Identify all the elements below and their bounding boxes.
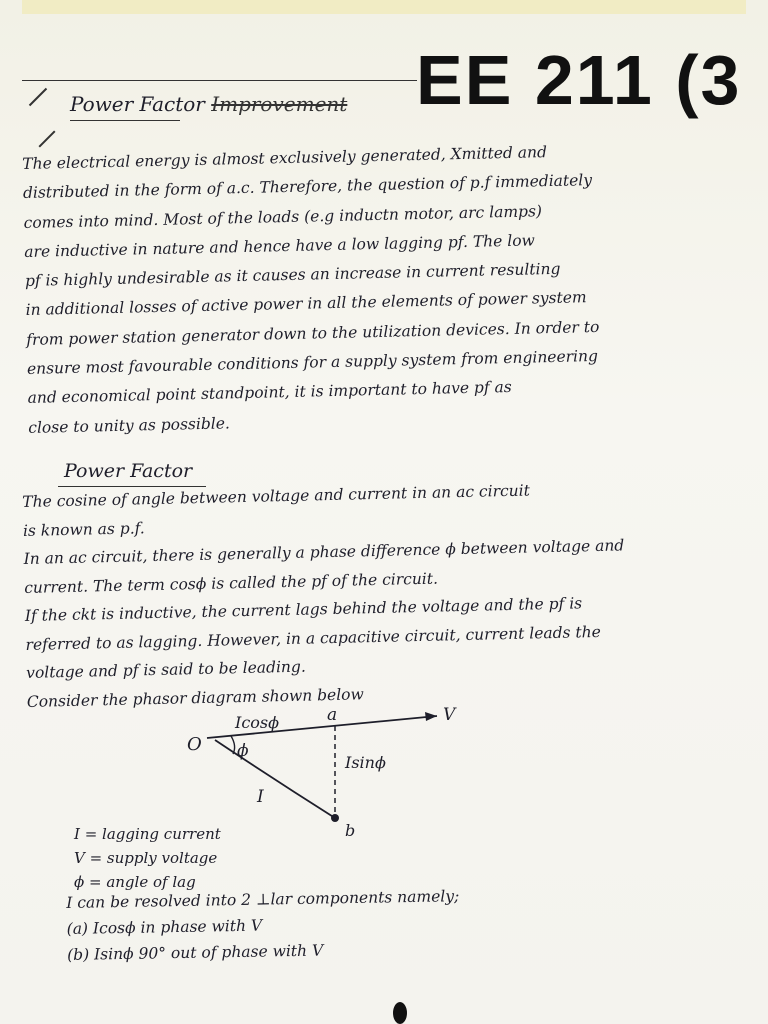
margin-tick [39, 131, 56, 148]
definition-paragraph [22, 471, 757, 716]
paragraph-line: current. The term cosϕ is called the pf of the circuit. [24, 569, 439, 597]
ink-blot [393, 1002, 407, 1024]
paragraph-line: distributed in the form of a.c. Therefore, the question of p.f immediately [22, 171, 593, 203]
phasor-diagram [175, 700, 465, 840]
intro-paragraph [22, 133, 758, 442]
current-label: I [257, 787, 264, 807]
paragraph-line: The cosine of angle between voltage and current in an ac circuit [22, 481, 531, 511]
paragraph-line: from power station generator down to the utilization devices. In order to [26, 317, 600, 349]
in-phase-label: Icosϕ [235, 713, 280, 732]
paragraph-line: If the ckt is inductive, the current lags behind the voltage and the pf is [24, 594, 583, 625]
paragraph-line: pf is highly undesirable as it causes an increase in current resulting [24, 260, 561, 291]
section-title: Power Factor [64, 460, 193, 482]
current-phasor [215, 740, 335, 818]
title-underline [70, 120, 180, 121]
paragraph-line: The electrical energy is almost exclusively generated, Xmitted and [22, 143, 548, 173]
paragraph-line: in additional losses of active power in all the elements of power system [25, 288, 587, 320]
closing-line: (a) Icosϕ in phase with V [66, 916, 263, 938]
quadrature-label: Isinϕ [345, 753, 386, 772]
header-rule [22, 80, 417, 81]
legend-item: I = lagging current [74, 825, 221, 843]
legend-item: V = supply voltage [74, 849, 218, 867]
point-b-dot [331, 814, 339, 822]
origin-label: O [187, 734, 202, 755]
paragraph-line: close to unity as possible. [28, 414, 231, 437]
paragraph-line: Consider the phasor diagram shown below [26, 684, 364, 711]
closing-notes [66, 878, 757, 968]
closing-line: I can be resolved into 2 ⊥lar components namely; [66, 887, 460, 912]
paragraph-line: are inductive in nature and hence have a low lagging pf. The low [24, 231, 536, 261]
paragraph-line: referred to as lagging. However, in a capacitive circuit, current leads the [25, 622, 601, 654]
angle-label: ϕ [237, 741, 249, 761]
page-top-band [22, 0, 746, 14]
course-code: EE 211 (3 [416, 41, 742, 119]
paragraph-line: is known as p.f. [22, 518, 145, 540]
paragraph-line: voltage and pf is said to be leading. [25, 657, 306, 682]
voltage-arrowhead [425, 712, 437, 721]
legend-item: ϕ = angle of lag [74, 873, 196, 891]
page-title [70, 92, 347, 116]
title-text: Power Factor [70, 92, 205, 116]
voltage-label: V [443, 705, 456, 725]
symbol-legend [74, 822, 221, 894]
margin-tick [29, 88, 47, 106]
point-a-label: a [327, 705, 338, 725]
closing-line: (b) Isinϕ 90° out of phase with V [66, 941, 324, 964]
paragraph-line: comes into mind. Most of the loads (e.g inductn motor, arc lamps) [23, 201, 543, 232]
paragraph-line: In an ac circuit, there is generally a phase difference ϕ between voltage and [23, 536, 625, 568]
paragraph-line: and economical point standpoint, it is important to have pf as [27, 378, 512, 408]
title-struck-word: Improvement [211, 92, 348, 116]
paragraph-line: ensure most favourable conditions for a supply system from engineering [26, 347, 599, 379]
point-b-label: b [345, 821, 356, 840]
